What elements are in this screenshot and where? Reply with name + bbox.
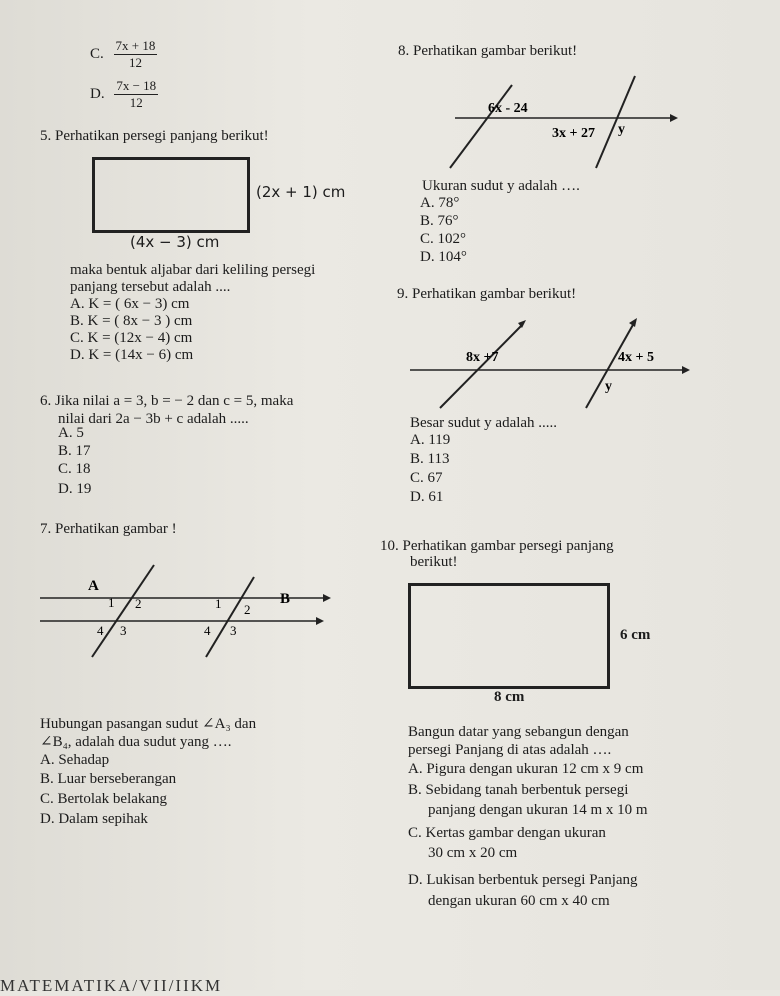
- q9-figure: [400, 310, 700, 410]
- q7-title: 7. Perhatikan gambar !: [40, 521, 177, 537]
- q10-option-b-line1: B. Sebidang tanah berbentuk persegi: [408, 782, 629, 798]
- q8-arrow: [670, 114, 678, 122]
- q7-option-d: D. Dalam sepihak: [40, 811, 148, 827]
- q10-height-label: 6 cm: [620, 627, 651, 643]
- q7-transversal-b: [206, 577, 254, 657]
- q9-arrow-right: [629, 318, 637, 327]
- q9-angle-right: 4x + 5: [618, 350, 654, 365]
- q10-option-a: A. Pigura dengan ukuran 12 cm x 9 cm: [408, 761, 644, 777]
- q9-angle-left: 8x +7: [466, 350, 499, 365]
- q5-option-a: A. K = ( 6x − 3) cm: [70, 296, 190, 312]
- q10-line1: 10. Perhatikan gambar persegi panjang: [380, 538, 614, 554]
- q9-transversal-right: [586, 323, 634, 408]
- q10-prompt-line1: Bangun datar yang sebangun dengan: [408, 724, 629, 740]
- q4-option-d-label: D.: [90, 85, 105, 102]
- q9-option-d: D. 61: [410, 489, 444, 505]
- q7-option-b: B. Luar berseberangan: [40, 771, 177, 787]
- q10-option-d-line1: D. Lukisan berbentuk persegi Panjang: [408, 872, 638, 888]
- q6-option-d: D. 19: [58, 481, 92, 497]
- q10-option-d-line2: dengan ukuran 60 cm x 40 cm: [428, 893, 610, 909]
- q5-title: 5. Perhatikan persegi panjang berikut!: [40, 128, 269, 144]
- q8-prompt: Ukuran sudut y adalah ….: [422, 178, 580, 194]
- q7-angle-b2: 2: [244, 602, 251, 617]
- q8-option-b: B. 76°: [420, 213, 459, 229]
- q7-angle-b3: 3: [230, 623, 237, 638]
- q8-figure: [440, 70, 680, 170]
- q8-option-a: A. 78°: [420, 195, 460, 211]
- q6-option-b: B. 17: [58, 443, 91, 459]
- q5-option-b: B. K = ( 8x − 3 ) cm: [70, 313, 193, 329]
- q7-angle-b1: 1: [215, 596, 222, 611]
- q7-angle-a1: 1: [108, 595, 115, 610]
- q9-transversal-left: [440, 325, 522, 408]
- q9-option-c: C. 67: [410, 470, 443, 486]
- q5-prompt-line1: maka bentuk aljabar dari keliling persegi: [70, 262, 316, 278]
- q4-option-c-fraction: [114, 38, 158, 71]
- q7-angle-a3: 3: [120, 623, 127, 638]
- q4-c-denominator: 12: [128, 55, 142, 70]
- q9-option-a: A. 119: [410, 432, 451, 448]
- q8-transversal-right: [596, 76, 635, 168]
- q9-title: 9. Perhatikan gambar berikut!: [397, 286, 577, 302]
- q7-label-b: B: [280, 591, 291, 607]
- q8-angle-y: y: [618, 122, 625, 137]
- q10-option-c-line1: C. Kertas gambar dengan ukuran: [408, 825, 606, 841]
- q5-option-c: C. K = (12x − 4) cm: [70, 330, 193, 346]
- q5-rectangle: [92, 157, 250, 233]
- q7-arrow-top: [323, 594, 331, 602]
- q7-arrow-bottom: [316, 617, 324, 625]
- q4-option-d-fraction: [114, 78, 158, 111]
- q7-label-a: A: [88, 578, 99, 594]
- q5-option-d: D. K = (14x − 6) cm: [70, 347, 194, 363]
- q7-option-c: C. Bertolak belakang: [40, 791, 168, 807]
- q4-d-denominator: 12: [129, 95, 143, 110]
- q6-option-c: C. 18: [58, 461, 91, 477]
- q8-title: 8. Perhatikan gambar berikut!: [398, 43, 578, 59]
- q7-parallel-figure: [40, 555, 340, 665]
- footer-text: MATEMATIKA/VII/IIKM: [0, 976, 223, 995]
- q7-angle-a2: 2: [135, 596, 142, 611]
- q8-angle-bottom: 3x + 27: [552, 126, 595, 141]
- q4-d-numerator: 7x − 18: [116, 78, 157, 93]
- q10-option-c-line2: 30 cm x 20 cm: [428, 845, 518, 861]
- q10-rectangle: [408, 583, 610, 689]
- q5-bottom-label: (4x − 3) cm: [130, 233, 220, 251]
- q10-option-b-line2: panjang dengan ukuran 14 m x 10 m: [428, 802, 648, 818]
- q5-prompt-line2: panjang tersebut adalah ....: [70, 279, 231, 295]
- q10-prompt-line2: persegi Panjang di atas adalah ….: [408, 742, 612, 758]
- q9-prompt: Besar sudut y adalah .....: [410, 415, 558, 431]
- q6-option-a: A. 5: [58, 425, 84, 441]
- q7-transversal-a: [92, 565, 154, 657]
- q8-option-c: C. 102°: [420, 231, 467, 247]
- q4-option-c: [90, 38, 157, 71]
- q4-c-numerator: 7x + 18: [115, 38, 156, 53]
- q8-option-d: D. 104°: [420, 249, 467, 265]
- q6-line2: nilai dari 2a − 3b + c adalah .....: [58, 411, 249, 427]
- q9-option-b: B. 113: [410, 451, 450, 467]
- q7-option-a: A. Sehadap: [40, 752, 110, 768]
- q7-prompt-line1: Hubungan pasangan sudut ∠A₃ dan: [40, 716, 257, 732]
- q4-option-d: [90, 78, 158, 111]
- q4-option-c-label: C.: [90, 45, 104, 62]
- q9-angle-y: y: [605, 379, 612, 394]
- q6-line1: 6. Jika nilai a = 3, b = − 2 dan c = 5, maka: [40, 393, 294, 409]
- q8-transversal-left: [450, 85, 512, 168]
- q7-angle-b4: 4: [204, 623, 211, 638]
- q10-line2: berikut!: [410, 554, 458, 570]
- q8-angle-top: 6x - 24: [488, 101, 528, 116]
- q9-arrow: [682, 366, 690, 374]
- q7-prompt-line2: ∠B₄, adalah dua sudut yang ….: [40, 734, 232, 750]
- q5-side-label: (2x + 1) cm: [256, 183, 346, 201]
- q7-angle-a4: 4: [97, 623, 104, 638]
- q10-width-label: 8 cm: [494, 689, 525, 705]
